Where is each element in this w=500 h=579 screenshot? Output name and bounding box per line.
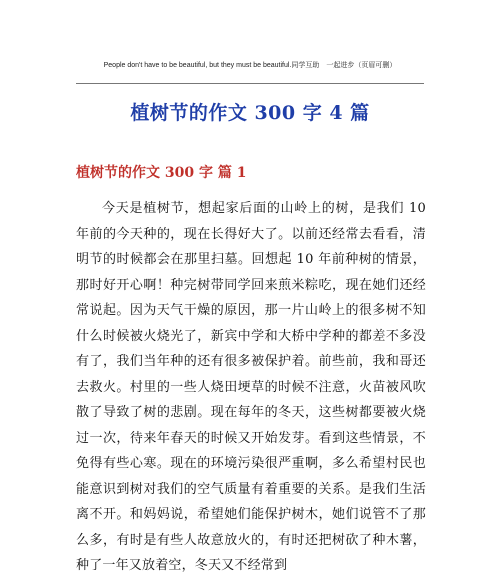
document-title: 植树节的作文 300 字 4 篇 xyxy=(130,102,370,124)
header-divider xyxy=(76,83,424,84)
page-header: People don't have to be beautiful, but they must be beautiful.同学互助 一起进步（页眉可删） xyxy=(103,62,397,69)
body-paragraph: 今天是植树节，想起家后面的山岭上的树，是我们 10 年前的今天种的，现在长得好大了。以前还经常去看看，清明节的时候都会在那里扫墓。回想起 10 年前种树的情景，那时好开心啊！种完树带同学回来煎米粽吃，现在她们还经常说起。因为天气干燥的原因，那一片山岭上的很多树不知什么时候被火烧光了，新宾中学和大桥中学种的都差不多没有了，我们当年种的还有很多被保护着。前些前，我和哥还去救火。村里的一些人烧田埂草的时候不注意，火苗被风吹散了导致了树的悲剧。现在每年的冬天，这些树都要被火烧过一次，待来年春天的时候又开始发芽。看到这些情景，不免得有些心寒。现在的环境污染很严重啊，多么希望村民也能意识到树对我们的空气质量有着重要的关系。是我们生活离不开。和妈妈说，希望她们能保护树木，她们说管不了那么多，有时是有些人故意放火的，有时还把树砍了种木薯，种了一年又放着空，冬天又不经常到 xyxy=(76,201,426,573)
section-heading: 植树节的作文 300 字 篇 1 xyxy=(76,165,247,181)
